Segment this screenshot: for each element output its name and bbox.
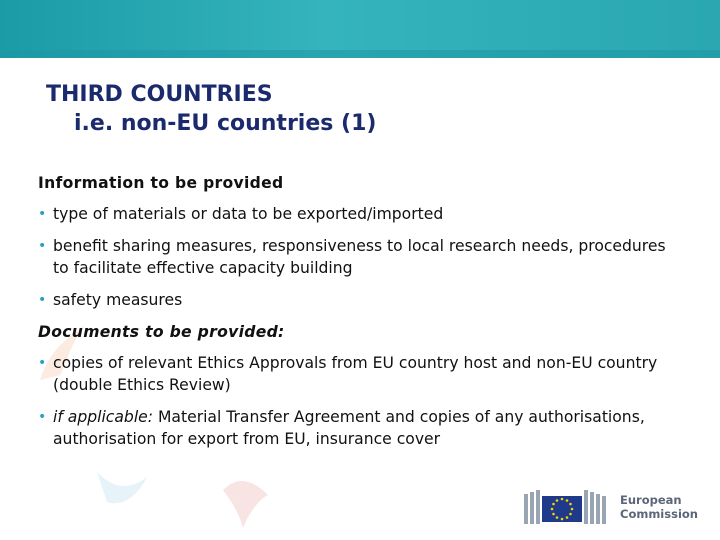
list-item bbox=[38, 406, 678, 450]
european-commission-logo bbox=[524, 488, 698, 526]
bullet-icon: • bbox=[38, 238, 47, 254]
list-item-text: benefit sharing measures, responsiveness to local research needs, procedures to facilitate effective capacity building bbox=[53, 237, 666, 277]
slide-title-line-2: i.e. non-EU countries (1) bbox=[74, 111, 377, 136]
list-item-text: type of materials or data to be exported/imported bbox=[53, 205, 444, 223]
logo-text bbox=[620, 493, 698, 521]
list-item bbox=[38, 289, 678, 311]
bullet-icon: • bbox=[38, 292, 47, 308]
decorative-bird-icon bbox=[92, 462, 152, 512]
list-item-prefix: if applicable: bbox=[53, 408, 154, 426]
list-item bbox=[38, 203, 678, 225]
commission-building-icon bbox=[524, 488, 612, 526]
documents-heading: Documents to be provided: bbox=[38, 323, 285, 341]
logo-line-1: European bbox=[620, 493, 682, 507]
info-heading: Information to be provided bbox=[38, 174, 284, 192]
bullet-icon: • bbox=[38, 206, 47, 222]
decorative-bird-icon bbox=[218, 470, 273, 530]
logo-line-2: Commission bbox=[620, 507, 698, 521]
info-list bbox=[38, 203, 678, 311]
slide-body bbox=[38, 172, 678, 460]
list-item-text: safety measures bbox=[53, 291, 183, 309]
slide-title bbox=[46, 80, 376, 138]
documents-list bbox=[38, 352, 678, 450]
slide-title-line-1: THIRD COUNTRIES bbox=[46, 82, 273, 107]
list-item-text: Material Transfer Agreement and copies of any authorisations, authorisation for export from EU, insurance cover bbox=[53, 408, 645, 448]
bullet-icon: • bbox=[38, 409, 47, 425]
bullet-icon: • bbox=[38, 355, 47, 371]
list-item bbox=[38, 235, 678, 279]
list-item-text: copies of relevant Ethics Approvals from EU country host and non-EU country (double Ethics Review) bbox=[53, 354, 658, 394]
top-banner-shadow bbox=[0, 50, 720, 58]
list-item bbox=[38, 352, 678, 396]
